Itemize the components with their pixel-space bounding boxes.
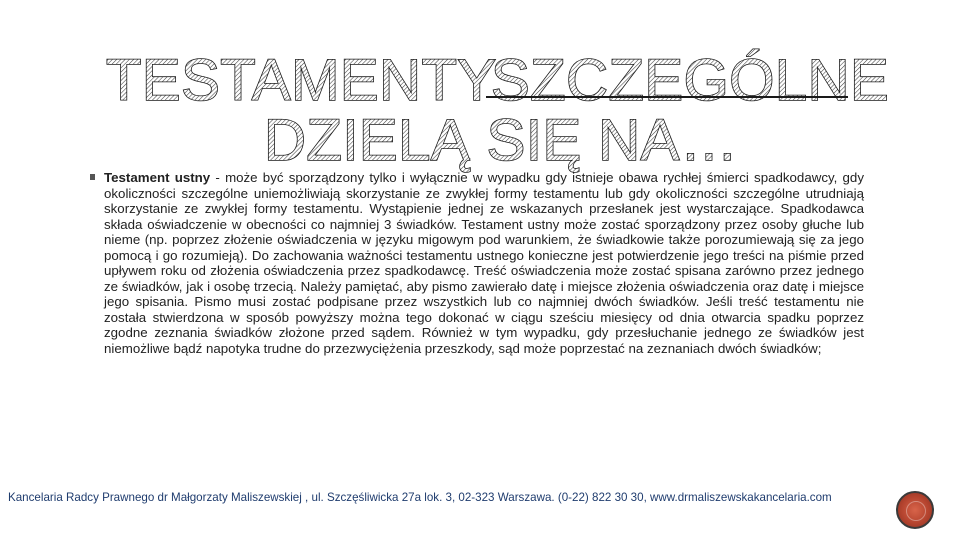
title-line1-word1: TESTAMENTY xyxy=(106,48,497,113)
circle-decoration-icon xyxy=(896,491,934,529)
title-line2: DZIELĄ SIĘ NA… xyxy=(264,108,739,173)
title-line1-word2: SZCZEGÓLNE xyxy=(491,48,890,113)
title-graphic xyxy=(96,48,890,173)
body-paragraph: - może być sporządzony tylko i wyłącznie w wypadku gdy istnieje obawa rychłej śmierci spadkodawcy, gdy okoliczności szczególne uniemożliwiają skorzystanie ze zwykłej formy testamentu lub gdy okoliczności szczególne utrudniają skorzystanie ze zwykłej formy testamentu. Wystąpienie jednej ze wskazanych przesłanek jest wystarczające. Spadkodawca składa oświadczenie w obecności co najmniej 3 świadków. Testament ustny może zostać sporządzony przez osoby głuche lub nieme (np. poprzez złożenie oświadczenia w języku migowym pod warunkiem, że świadkowie także porozumiewają się za jego pomocą i go rozumieją). Do zachowania ważności testamentu ustnego konieczne jest potwierdzenie jego treści na piśmie przed upływem roku od złożenia oświadczenia przez spadkodawcę. Treść oświadczenia może zostać spisana zarówno przez jednego ze świadków, jak i osobę trzecią. Należy pamiętać, aby pismo zawierało datę i miejsce złożenia oświadczenia oraz datę i miejsce jego spisania. Pismo musi zostać podpisane przez wszystkich lub co najmniej dwóch świadków. Jeśli treść testamentu nie została stwierdzona w sposób powyższy można tego dokonać w ciągu sześciu miesięcy od dnia otwarcia spadku poprzez zgodne zeznania świadków złożone przed sądem. Również w tym wypadku, gdy przesłuchanie jednego ze świadków jest niemożliwe bądź napotyka trudne do przezwyciężenia przeszkody, sąd może poprzestać na zeznaniach dwóch świadków; xyxy=(104,170,864,356)
footer xyxy=(0,491,960,509)
footer-text: Kancelaria Radcy Prawnego dr Małgorzaty Maliszewskiej , ul. Szczęśliwicka 27a lok. 3, 02-323 Warszawa. (0-22) 822 30 30, www.drmaliszewskakancelaria.com xyxy=(8,491,832,504)
body-text xyxy=(104,170,864,356)
circle-decoration-inner xyxy=(906,501,926,521)
square-bullet-icon xyxy=(90,174,95,180)
slide-title xyxy=(96,48,890,173)
body-lead: Testament ustny xyxy=(104,170,211,185)
